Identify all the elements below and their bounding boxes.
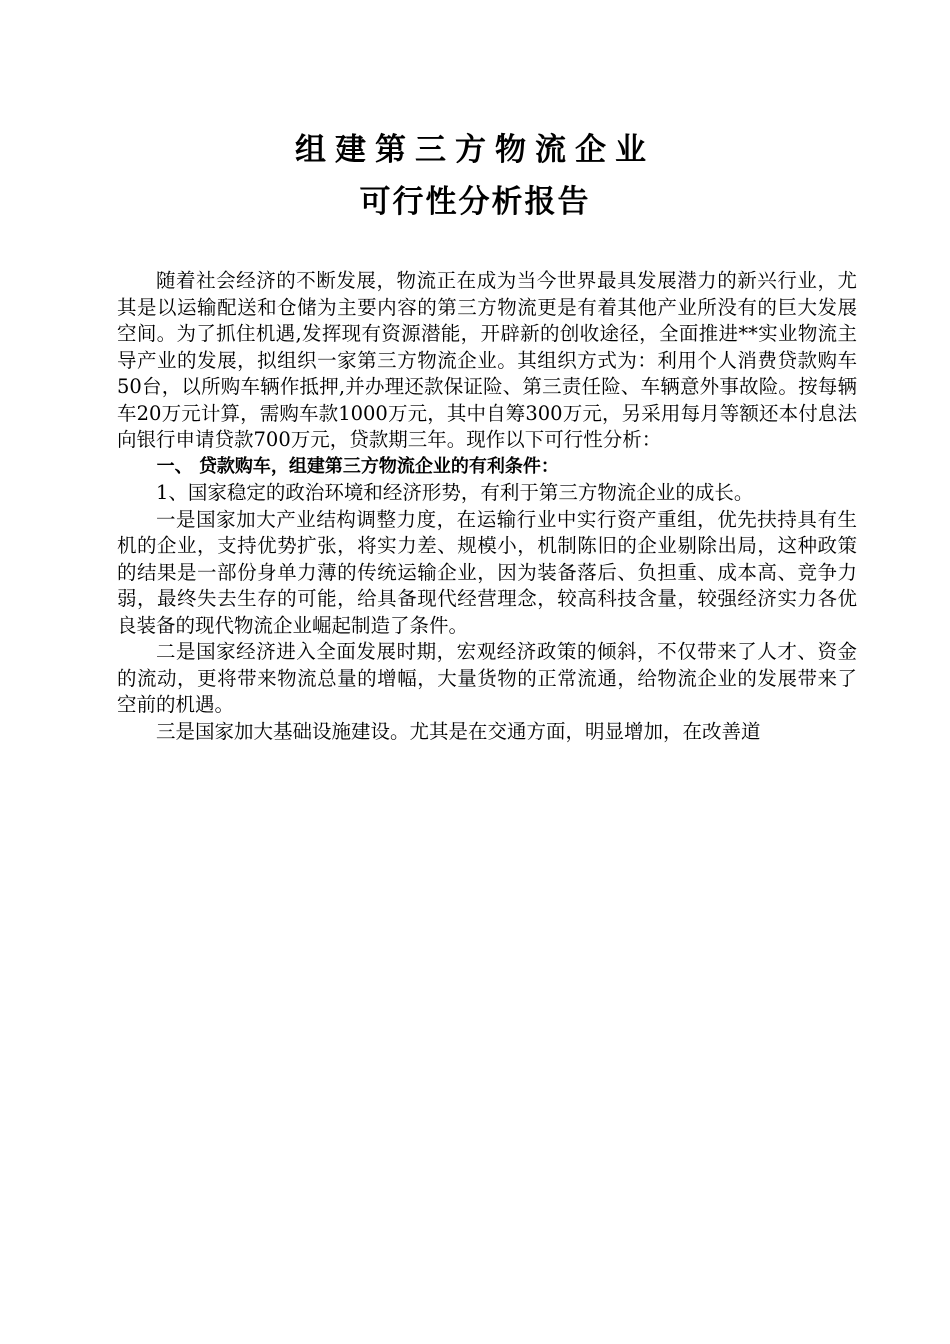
third-reason-paragraph: 三是国家加大基础设施建设。尤其是在交通方面，明显增加，在改善道	[156, 719, 761, 743]
document-title-line-1: 组建第三方物流企业	[295, 132, 655, 168]
intro-paragraph: 随着社会经济的不断发展，物流正在成为当今世界最具发展潜力的新兴行业，尤其是以运输配送和仓储为主要内容的第三方物流更是有着其他产业所没有的巨大发展空间。为了抓住机遇,发挥现有资源潜能，开辟新的创收途径，全面推进**实业物流主导产业的发展，拟组织一家第三方物流企业。其组织方式为：利用个人消费贷款购车50台，以所购车辆作抵押,并办理还款保证险、第三责任险、车辆意外事故险。按每辆车20万元计算，需购车款1000万元，其中自筹300万元，另采用每月等额还本付息法向银行申请贷款700万元，贷款期三年。现作以下可行性分析：	[117, 269, 857, 451]
point-1-paragraph: 1、国家稳定的政治环境和经济形势，有利于第三方物流企业的成长。	[156, 481, 754, 504]
document-title-line-2: 可行性分析报告	[359, 184, 591, 220]
section-heading: 一、 贷款购车，组建第三方物流企业的有利条件：	[156, 455, 559, 477]
second-reason-paragraph: 二是国家经济进入全面发展时期，宏观经济政策的倾斜，不仅带来了人才、资金的流动，更将带来物流总量的增幅，大量货物的正常流通，给物流企业的发展带来了空前的机遇。	[117, 640, 857, 716]
first-reason-paragraph: 一是国家加大产业结构调整力度，在运输行业中实行资产重组，优先扶持具有生机的企业，支持优势扩张，将实力差、规模小，机制陈旧的企业剔除出局，这种政策的结果是一部份身单力薄的传统运输企业，因为装备落后、负担重、成本高、竞争力弱，最终失去生存的可能，给具备现代经营理念，较高科技含量，较强经济实力各优良装备的现代物流企业崛起制造了条件。	[117, 507, 857, 637]
document-body	[117, 268, 857, 745]
